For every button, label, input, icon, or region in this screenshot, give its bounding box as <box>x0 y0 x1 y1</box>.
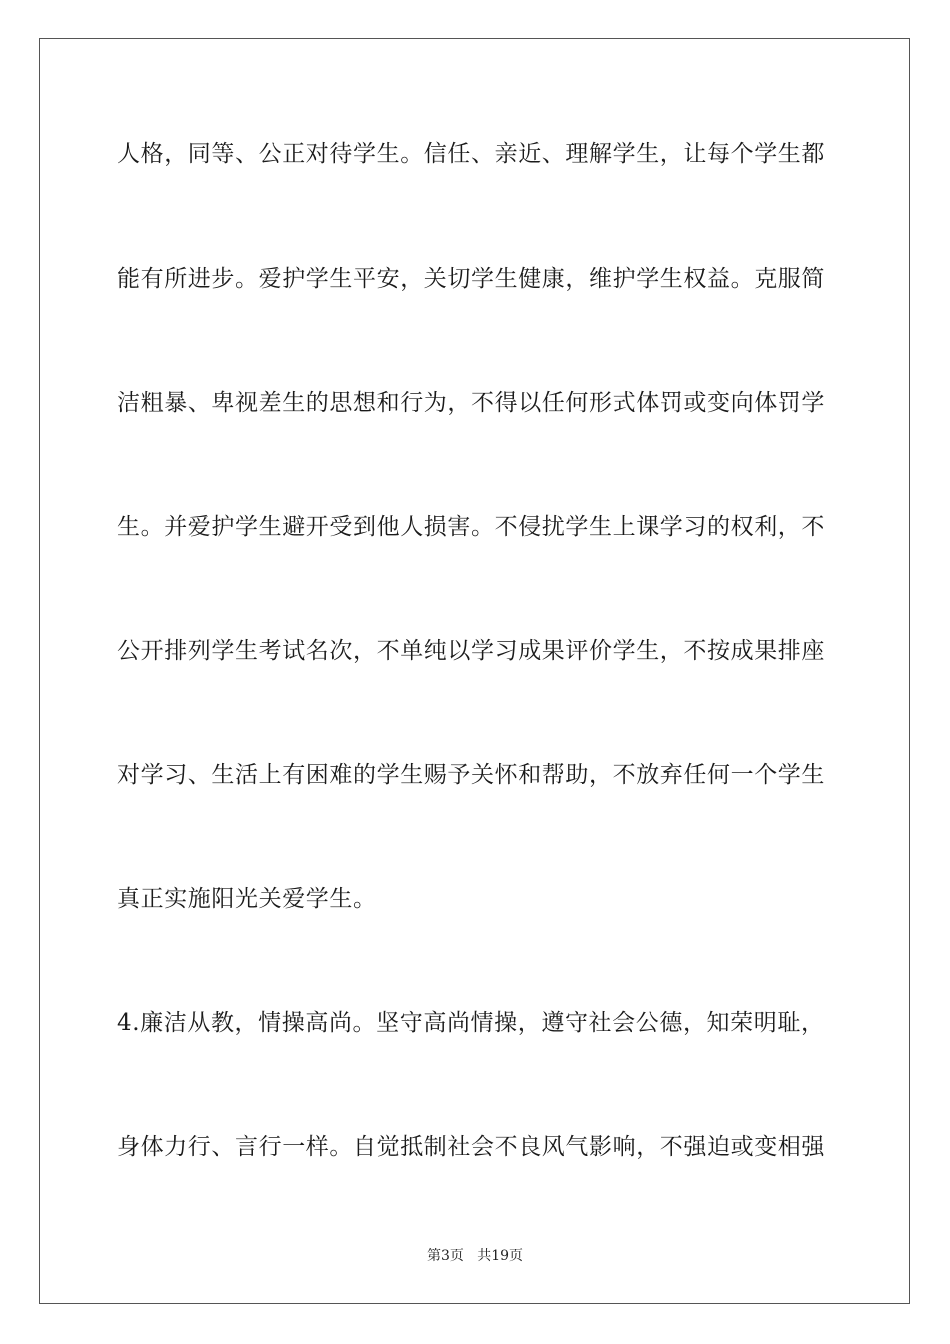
text-line: 身体力行、言行一样。自觉抵制社会不良风气影响，不强迫或变相强 <box>117 1134 825 1160</box>
page-number-footer: 第3页 共19页 <box>426 1248 524 1264</box>
text-line: 人格，同等、公正对待学生。信任、亲近、理解学生，让每个学生都 <box>117 141 825 167</box>
text-line: 洁粗暴、卑视差生的思想和行为，不得以任何形式体罚或变向体罚学 <box>117 390 825 416</box>
text-line: 生。并爱护学生避开受到他人损害。不侵扰学生上课学习的权利，不 <box>117 514 825 540</box>
text-line: 对学习、生活上有困难的学生赐予关怀和帮助，不放弃任何一个学生 <box>117 762 825 788</box>
text-line: 能有所进步。爱护学生平安，关切学生健康，维护学生权益。克服简 <box>117 266 825 292</box>
text-line: 公开排列学生考试名次，不单纯以学习成果评价学生，不按成果排座 <box>117 638 825 664</box>
text-line: 4.廉洁从教，情操高尚。坚守高尚情操，遵守社会公德，知荣明耻， <box>117 1010 825 1036</box>
page-border <box>39 38 910 1304</box>
text-line: 真正实施阳光关爱学生。 <box>117 886 377 912</box>
